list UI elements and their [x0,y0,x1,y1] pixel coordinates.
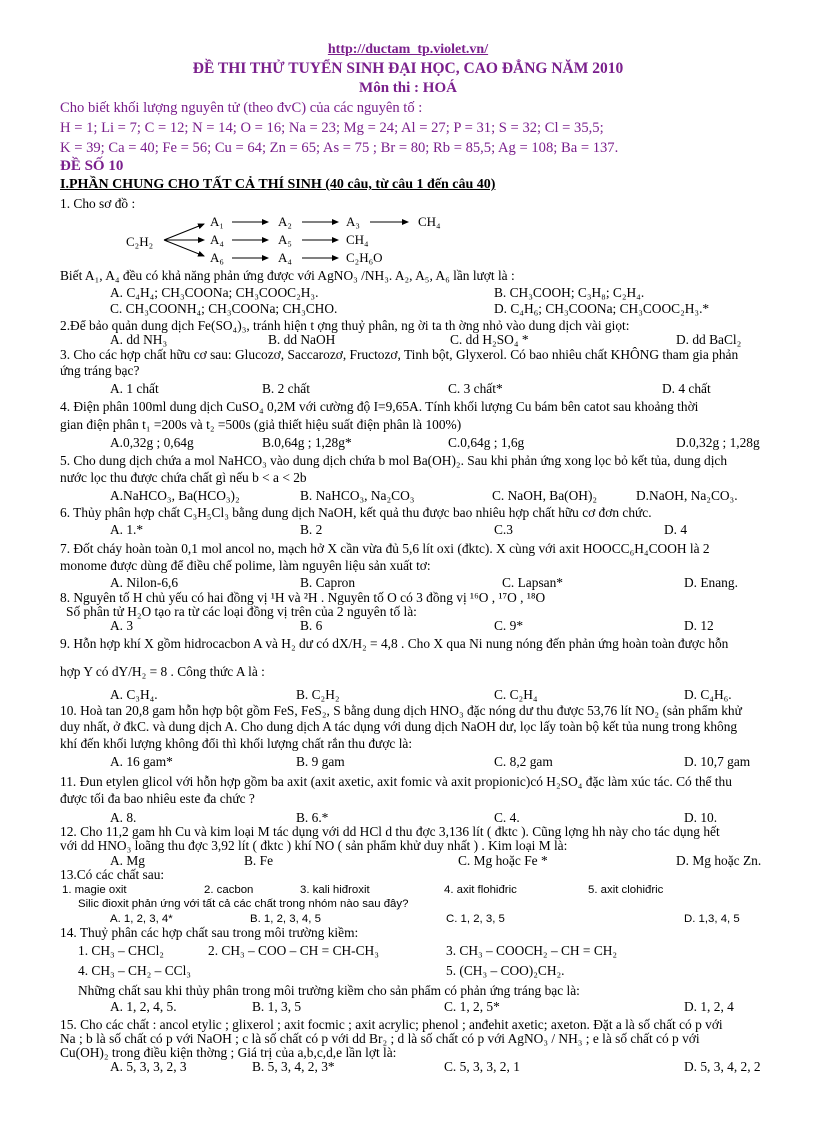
text-line-16: D. 4 chất [662,381,711,396]
text-line-34: 7. Đốt cháy hoàn toàn 0,1 mol ancol no, mạch hở X cần vừa đủ 5,6 lít oxi (đktc). X cùng với axit HOOCC₆H₄COOH là 2 [60,541,710,556]
text-line-49: B. C₂H₂ [296,687,340,702]
scheme-r3-1: A₄ [278,250,292,265]
scheme-r3-2: C₂H₆O [346,250,383,265]
text-line-40: 8. Nguyên tố H chủ yếu có hai đồng vị ¹H và ²H . Nguyên tố O có 3 đồng vị ¹⁶O , ¹⁷O , ¹⁸O [60,590,546,605]
text-line-b-2: 2. CH₃ – COO – CH = CH-CH₃ [208,943,379,958]
scheme-start: C₂H₂ [126,234,154,249]
text-line-36: A. Nilon-6,6 [110,575,179,590]
text-line-b-16: C. 5, 3, 3, 2, 1 [444,1059,520,1074]
text-line-38: C. Lapsan* [502,575,563,590]
text-line-61: A. 8. [110,810,137,825]
text-line-6: 2.Để bảo quản dung dịch Fe(SO₄)₃, tránh hiện t ợng thuỷ phân, ng ời ta th ờng nhỏ vào dung dịch vài giọt: [60,318,630,333]
q13-line-0: 1. magie oxit [62,884,127,896]
header-url-link[interactable]: http://ductam_tp.violet.vn/ [327,42,489,57]
text-line-b-5: 5. (CH₃ – COO)₂CH₂. [446,963,565,978]
text-line-67: A. Mg [110,853,145,868]
text-line-4: C. CH₃COONH₄; CH₃COONa; CH₃CHO. [110,301,338,316]
text-line-b-12: Na ; b là số chất có p với NaOH ; c là số chất có p với dd Br₂ ; d là số chất có p với AgNO₃ / NH₃ ; e là số chất có p với [60,1031,700,1046]
q13-line-7: B. 1, 2, 3, 4, 5 [250,913,321,925]
text-line-52: 10. Hoà tan 20,8 gam hỗn hợp bột gồm FeS, FeS₂, S bằng dung dịch HNO₃ đặc nóng dư thu được 53,76 lít NO₂ (sản phẩm khử [60,703,742,718]
reaction-scheme [120,212,460,270]
text-line-25: A.NaHCO₃, Ba(HCO₃)₂ [110,488,240,503]
text-line-55: A. 16 gam* [110,754,173,769]
text-line-5: D. C₄H₆; CH₃COONa; CH₃COOC₂H₃.* [494,301,710,316]
text-line-21: C.0,64g ; 1,6g [448,435,525,450]
text-line-b-10: D. 1, 2, 4 [684,999,734,1014]
text-line-b-0: 14. Thuỷ phân các hợp chất sau trong môi trường kiềm: [60,925,359,940]
scheme-r2-1: A₅ [278,232,292,247]
text-line-28: D.NaOH, Na₂CO₃. [636,488,738,503]
atomic-mass-line-1: H = 1; Li = 7; C = 12; N = 14; O = 16; Na = 23; Mg = 24; Al = 27; P = 31; S = 32; Cl = 35,5; [60,120,604,136]
text-line-19: A.0,32g ; 0,64g [110,435,194,450]
text-line-b-11: 15. Cho các chất : ancol etylic ; glixerol ; axit focmic ; axit acrylic; phenol ; anđehit axetic; axeton. Đặt a là số chất có p với [60,1017,723,1032]
text-line-b-13: Cu(OH)₂ trong điều kiện thờng ; Giá trị của a,b,c,d,e lần lợt là: [60,1045,397,1060]
scheme-r1-3: CH₄ [418,214,441,229]
scheme-r1-0: A₁ [210,214,224,229]
text-line-15: C. 3 chất* [448,381,503,396]
text-line-18: gian điện phân t₁ =200s và t₂ =500s (giả thiết hiệu suất điện phân là 100%) [60,417,462,432]
text-line-0: 1. Cho sơ đồ : [60,196,136,211]
q13-line-9: D. 1,3, 4, 5 [684,913,740,925]
q13-line-3: 4. axit flohiđric [444,884,517,896]
section-heading: I.PHẦN CHUNG CHO TẤT CẢ THÍ SINH (40 câu, từ câu 1 đến câu 40) [60,177,496,192]
text-line-10: D. dd BaCl₂ [676,332,742,347]
text-line-b-3: 3. CH₃ – COOCH₂ – CH = CH₂ [446,943,618,958]
text-line-9: C. dd H₂SO₄ * [450,332,529,347]
text-line-22: D.0,32g ; 1,28g [676,435,760,450]
text-line-44: C. 9* [494,618,524,633]
exam-subject: Môn thi : HOÁ [359,80,457,96]
text-line-7: A. dd NH₃ [110,332,168,347]
text-line-45: D. 12 [684,618,714,633]
text-line-59: 11. Đun etylen glicol với hỗn hợp gồm ba axit (axit axetic, axit fomic và axit propionic)có H₂SO₄ đặc làm xúc tác. Có thể thu [60,774,732,789]
text-line-b-15: B. 5, 3, 4, 2, 3* [252,1059,335,1074]
q13-line-5: Silic đioxit phản ứng với tất cả các chất trong nhóm nào sau đây? [78,898,409,910]
text-line-37: B. Capron [300,575,356,590]
text-line-54: khí đến khối lượng không đổi thì khối lượng chất rắn thu được là: [60,736,413,751]
text-line-70: D. Mg hoặc Zn. [676,853,762,868]
text-line-58: D. 10,7 gam [684,754,751,769]
text-line-60: được tối đa bao nhiêu este đa chức ? [60,791,255,806]
q13-line-1: 2. cacbon [204,884,254,896]
text-line-b-6: Những chất sau khi thủy phân trong môi trường kiềm cho sản phẩm có phản ứng tráng bạc là: [78,983,580,998]
text-line-b-14: A. 5, 3, 3, 2, 3 [110,1059,187,1074]
text-line-56: B. 9 gam [296,754,345,769]
text-line-26: B. NaHCO₃, Na₂CO₃ [300,488,415,503]
atomic-mass-intro: Cho biết khối lượng nguyên tử (theo đvC) của các nguyên tố : [60,100,423,116]
text-line-63: C. 4. [494,810,520,825]
text-line-66: với dd HNO₃ loãng thu đợc 3,92 lít ( đktc ) khí NO ( sản phẩm khử duy nhất ) . Kim loại M là: [60,838,568,853]
scheme-arrow [164,240,204,256]
text-line-50: C. C₂H₄ [494,687,538,702]
text-line-46: 9. Hỗn hợp khí X gồm hidrocacbon A và H₂ dư có dX/H₂ = 4,8 . Cho X qua Ni nung nóng đến phản ứng hoàn toàn được hỗn [60,636,729,651]
text-line-23: 5. Cho dung dịch chứa a mol NaHCO₃ vào dung dịch chứa b mol Ba(OH)₂. Sau khi phản ứng xong lọc bỏ kết tủa, dung dịch [60,453,728,468]
scheme-arrow [164,224,204,240]
scheme-r2-0: A₄ [210,232,224,247]
text-line-48: A. C₃H₄. [110,687,158,702]
text-line-30: A. 1.* [110,522,144,537]
text-line-42: A. 3 [110,618,134,633]
text-line-b-4: 4. CH₃ – CH₂ – CCl₃ [78,963,191,978]
text-line-51: D. C₄H₆. [684,687,732,702]
text-line-39: D. Enang. [684,575,738,590]
scheme-r3-0: A₆ [210,250,224,265]
text-line-17: 4. Điện phân 100ml dung dịch CuSO₄ 0,2M với cường độ I=9,65A. Tính khối lượng Cu bám bên catot sau khoảng thời [60,399,699,414]
scheme-r2-2: CH₄ [346,232,369,247]
text-line-43: B. 6 [300,618,323,633]
text-line-b-9: C. 1, 2, 5* [444,999,500,1014]
text-line-b-8: B. 1, 3, 5 [252,999,302,1014]
text-line-27: C. NaOH, Ba(OH)₂ [492,488,598,503]
text-line-64: D. 10. [684,810,718,825]
q13-line-6: A. 1, 2, 3, 4* [110,913,173,925]
text-line-41: Số phân tử H₂O tạo ra từ các loại đồng vị trên của 2 nguyên tố là: [66,604,417,619]
text-line-32: C.3 [494,522,513,537]
text-line-69: C. Mg hoặc Fe * [458,853,548,868]
q13-line-2: 3. kali hiđroxit [300,884,370,896]
text-line-57: C. 8,2 gam [494,754,553,769]
text-line-11: 3. Cho các hợp chất hữu cơ sau: Glucozơ, Saccarozơ, Fructozơ, Tinh bột, Glyxerol. Có bao nhiêu chất KHÔNG tham gia phản [60,347,739,362]
text-line-62: B. 6.* [296,810,329,825]
q13-line-8: C. 1, 2, 3, 5 [446,913,505,925]
text-line-20: B.0,64g ; 1,28g* [262,435,352,450]
text-line-13: A. 1 chất [110,381,159,396]
scheme-r1-1: A₂ [278,214,292,229]
text-line-b-17: D. 5, 3, 4, 2, 2 [684,1059,761,1074]
text-line-33: D. 4 [664,522,688,537]
text-line-47: hợp Y có dY/H₂ = 8 . Công thức A là : [60,664,265,679]
text-line-65: 12. Cho 11,2 gam hh Cu và kim loại M tác dụng với dd HCl d thu đợc 3,136 lít ( đktc ). Cũng lợng hh này cho tác dụng hết [60,824,720,839]
text-line-35: monome được dùng để điều chế polime, làm nguyên liệu sản xuất tơ: [60,558,431,573]
text-line-2: A. C₄H₄; CH₃COONa; CH₃COOC₂H₃. [110,285,319,300]
text-line-14: B. 2 chất [262,381,310,396]
text-line-68: B. Fe [244,853,274,868]
text-line-3: B. CH₃COOH; C₃H₈; C₂H₄. [494,285,645,300]
text-line-53: duy nhất, ở đkC. và dung dịch A. Cho dung dịch A tác dụng với dung dịch NaOH dư, lọc lấy toàn bộ kết tủa nung trong không [60,719,738,734]
text-line-1: Biết A₁, A₄ đều có khả năng phản ứng được với AgNO₃ /NH₃. A₂, A₅, A₆ lần lượt là : [60,268,515,283]
text-line-b-7: A. 1, 2, 4, 5. [110,999,177,1014]
text-line-29: 6. Thủy phân hợp chất C₃H₅Cl₃ bằng dung dịch NaOH, kết quả thu được bao nhiêu hợp chất hữu cơ đơn chức. [60,505,652,520]
text-line-8: B. dd NaOH [268,332,336,347]
exam-title: ĐỀ THI THỬ TUYỂN SINH ĐẠI HỌC, CAO ĐẲNG NĂM 2010 [192,60,624,77]
text-line-12: ứng tráng bạc? [60,363,140,378]
q13-line-4: 5. axit clohiđric [588,884,664,896]
text-line-b-1: 1. CH₃ – CHCl₂ [78,943,164,958]
scheme-r1-2: A₃ [346,214,360,229]
text-line-24: nước lọc thu được chứa chất gì nếu b < a < 2b [60,470,307,485]
exam-number: ĐỀ SỐ 10 [60,158,124,174]
text-line-71: 13.Có các chất sau: [60,867,165,882]
text-line-31: B. 2 [300,522,323,537]
atomic-mass-line-2: K = 39; Ca = 40; Fe = 56; Cu = 64; Zn = 65; As = 75 ; Br = 80; Rb = 85,5; Ag = 108; Ba = 137. [60,140,619,156]
